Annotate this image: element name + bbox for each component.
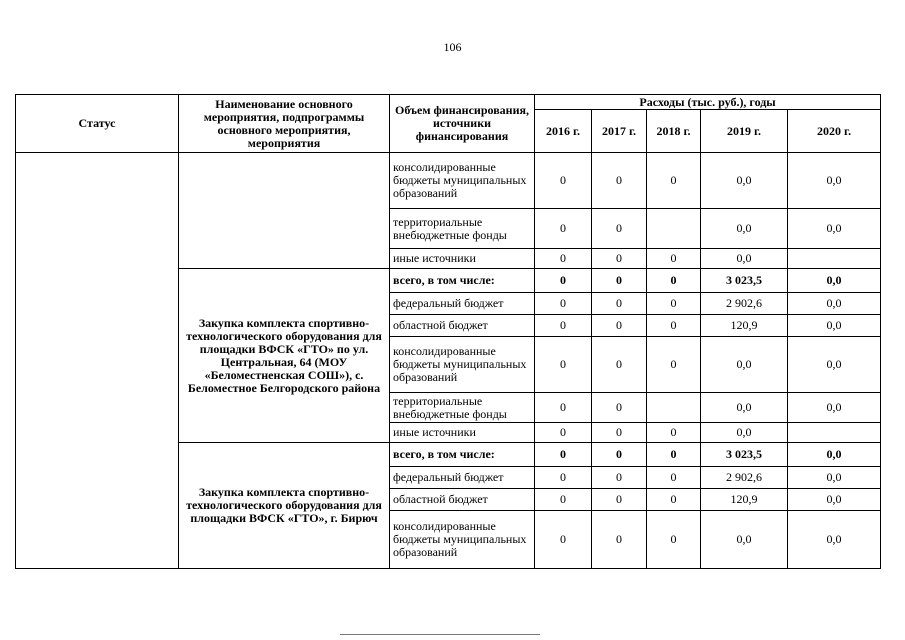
value-cell: 0: [592, 337, 647, 393]
value-cell: 0: [535, 293, 592, 315]
header-year-2019: 2019 г.: [701, 110, 788, 153]
value-cell: 0,0: [701, 393, 788, 423]
value-cell: 0: [592, 249, 647, 269]
value-cell: 0: [647, 153, 701, 209]
value-cell: 0: [647, 293, 701, 315]
value-cell: 0,0: [788, 315, 881, 337]
value-cell: 0,0: [701, 337, 788, 393]
value-cell: 3 023,5: [701, 443, 788, 467]
value-cell: 0: [535, 249, 592, 269]
value-cell: [788, 423, 881, 443]
header-expenses: Расходы (тыс. руб.), годы: [535, 95, 881, 110]
table-row: [16, 153, 881, 209]
value-cell: 0,0: [788, 393, 881, 423]
funding-source-cell: областной бюджет: [390, 315, 535, 337]
value-cell: 0: [535, 269, 592, 293]
value-cell: 0: [647, 315, 701, 337]
funding-source-cell: консолидированные бюджеты муниципальных образований: [390, 511, 535, 569]
funding-source-cell: консолидированные бюджеты муниципальных образований: [390, 153, 535, 209]
value-cell: 0: [535, 209, 592, 249]
value-cell: 120,9: [701, 315, 788, 337]
budget-table: [15, 94, 881, 569]
value-cell: 0,0: [788, 293, 881, 315]
value-cell: 0: [647, 489, 701, 511]
funding-source-cell: иные источники: [390, 249, 535, 269]
funding-source-cell: консолидированные бюджеты муниципальных образований: [390, 337, 535, 393]
value-cell: 0: [592, 153, 647, 209]
funding-source-cell: федеральный бюджет: [390, 467, 535, 489]
value-cell: 0: [647, 443, 701, 467]
value-cell: [788, 249, 881, 269]
value-cell: 0: [535, 423, 592, 443]
funding-source-cell: иные источники: [390, 423, 535, 443]
value-cell: 0,0: [788, 209, 881, 249]
value-cell: 0: [592, 293, 647, 315]
value-cell: 0,0: [701, 153, 788, 209]
value-cell: 0,0: [788, 269, 881, 293]
value-cell: 2 902,6: [701, 293, 788, 315]
value-cell: 0,0: [788, 489, 881, 511]
header-name: Наименование основного мероприятия, подпрограммы основного мероприятия, мероприятия: [179, 95, 390, 153]
value-cell: 0: [592, 393, 647, 423]
value-cell: 120,9: [701, 489, 788, 511]
value-cell: 0,0: [701, 249, 788, 269]
value-cell: 0: [647, 467, 701, 489]
value-cell: 0,0: [788, 443, 881, 467]
value-cell: 0: [647, 249, 701, 269]
value-cell: 0: [592, 269, 647, 293]
table-body: [16, 153, 881, 569]
value-cell: 0,0: [788, 467, 881, 489]
value-cell: 0,0: [701, 423, 788, 443]
value-cell: 0,0: [701, 209, 788, 249]
scan-artifact-line: [340, 634, 540, 635]
event-name-cell: Закупка комплекта спортивно-технологического оборудования для площадки ВФСК «ГТО», г. Бирюч: [179, 443, 390, 569]
page-number: 106: [443, 40, 462, 54]
value-cell: [647, 209, 701, 249]
status-cell: [16, 153, 179, 569]
funding-source-cell: областной бюджет: [390, 489, 535, 511]
value-cell: 0: [647, 337, 701, 393]
value-cell: 0: [592, 315, 647, 337]
value-cell: [647, 393, 701, 423]
funding-source-cell: федеральный бюджет: [390, 293, 535, 315]
funding-source-cell: всего, в том числе:: [390, 443, 535, 467]
header-year-2018: 2018 г.: [647, 110, 701, 153]
event-name-cell: [179, 153, 390, 269]
value-cell: 0: [592, 209, 647, 249]
value-cell: 0,0: [701, 511, 788, 569]
value-cell: 0: [535, 489, 592, 511]
funding-source-cell: территориальные внебюджетные фонды: [390, 393, 535, 423]
event-name-cell: Закупка комплекта спортивно-технологического оборудования для площадки ВФСК «ГТО» по ул. Центральная, 64 (МОУ «Беломестненская СОШ»), с. Беломестное Белгородского района: [179, 269, 390, 443]
funding-source-cell: территориальные внебюджетные фонды: [390, 209, 535, 249]
header-funding: Объем финансирования, источники финансирования: [390, 95, 535, 153]
value-cell: 0: [592, 467, 647, 489]
value-cell: 0: [535, 337, 592, 393]
value-cell: 0: [535, 315, 592, 337]
funding-source-cell: всего, в том числе:: [390, 269, 535, 293]
value-cell: 0: [592, 443, 647, 467]
value-cell: 0: [535, 511, 592, 569]
value-cell: 2 902,6: [701, 467, 788, 489]
value-cell: 0: [647, 511, 701, 569]
value-cell: 0: [592, 423, 647, 443]
value-cell: 0: [535, 393, 592, 423]
value-cell: 0: [535, 153, 592, 209]
value-cell: 0: [535, 443, 592, 467]
header-year-2020: 2020 г.: [788, 110, 881, 153]
value-cell: 0: [592, 489, 647, 511]
value-cell: 3 023,5: [701, 269, 788, 293]
value-cell: 0: [647, 269, 701, 293]
value-cell: 0: [535, 467, 592, 489]
header-year-2016: 2016 г.: [535, 110, 592, 153]
header-status: Статус: [16, 95, 179, 153]
header-year-2017: 2017 г.: [592, 110, 647, 153]
value-cell: 0,0: [788, 153, 881, 209]
value-cell: 0: [647, 423, 701, 443]
value-cell: 0,0: [788, 337, 881, 393]
value-cell: 0: [592, 511, 647, 569]
value-cell: 0,0: [788, 511, 881, 569]
